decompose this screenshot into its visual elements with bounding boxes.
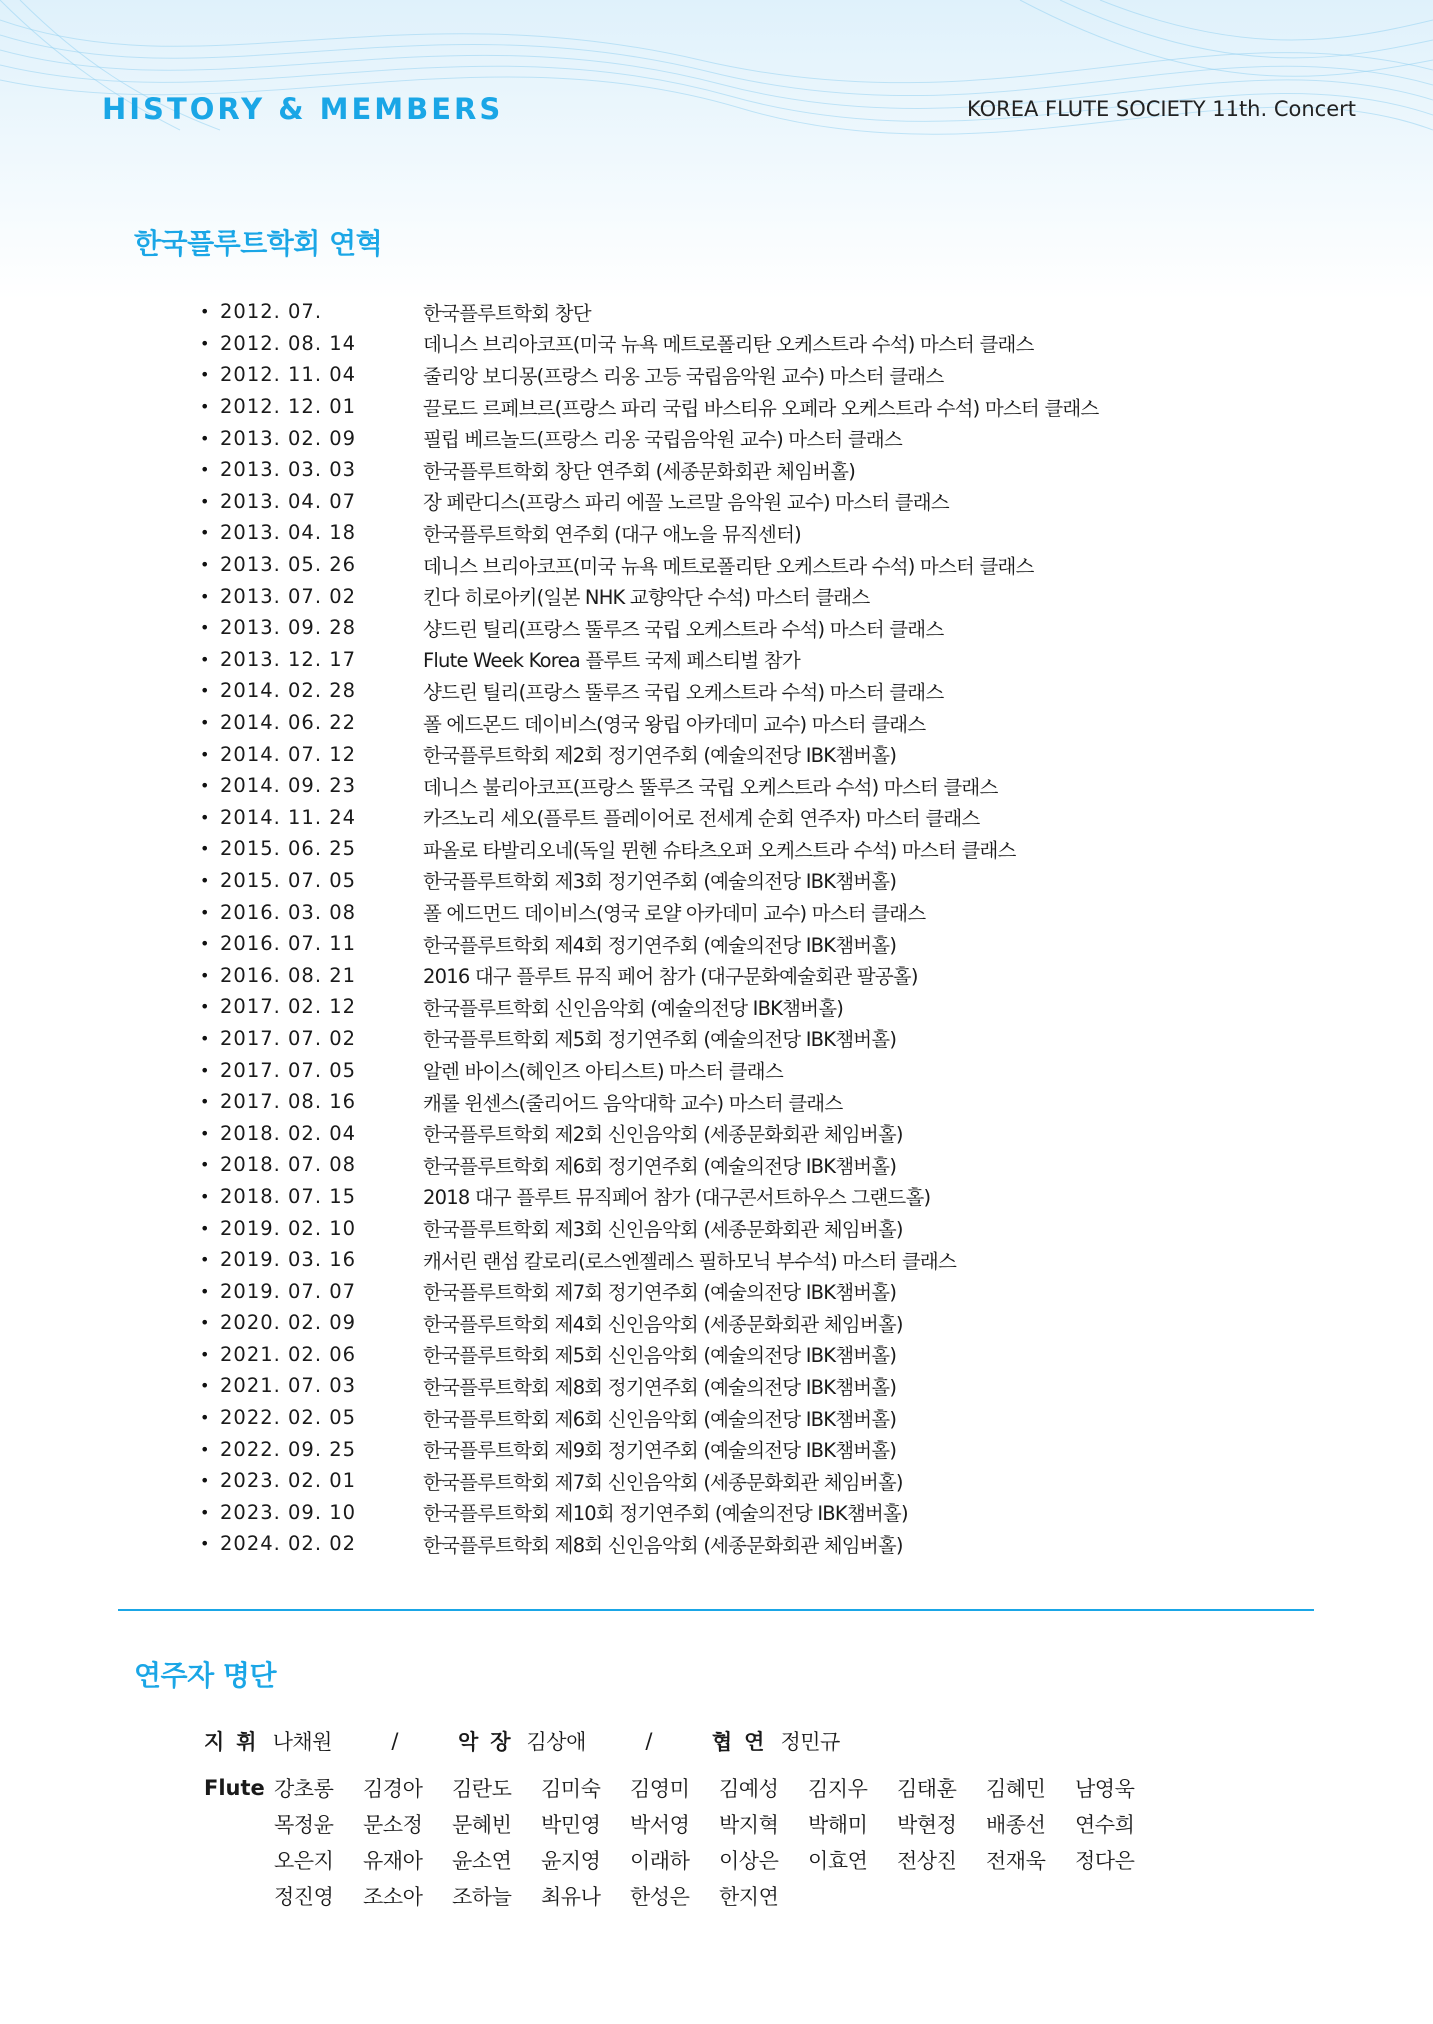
- bullet-icon: •: [200, 1060, 210, 1080]
- flute-member-name: 배종선: [986, 1813, 1046, 1837]
- history-date: 2014. 06. 22: [220, 711, 357, 735]
- bullet-icon: •: [200, 491, 210, 511]
- bullet-icon: •: [200, 744, 210, 764]
- history-event: 한국플루트학회 제10회 정기연주회 (예술의전당 IBK챔버홀): [423, 1502, 908, 1526]
- history-event: 캐롤 윈센스(줄리어드 음악대학 교수) 마스터 클래스: [423, 1091, 843, 1115]
- coperformer-name: 정민규: [780, 1730, 840, 1754]
- history-item: [200, 675, 1098, 707]
- history-event: 한국플루트학회 제9회 정기연주회 (예술의전당 IBK챔버홀): [423, 1439, 897, 1463]
- concert-header-label: KOREA FLUTE SOCIETY 11th. Concert: [966, 97, 1356, 121]
- bullet-icon: •: [200, 997, 210, 1017]
- history-item: [200, 1023, 1098, 1055]
- history-event: 캐서린 랜섬 칼로리(로스엔젤레스 필하모닉 부수석) 마스터 클래스: [423, 1249, 957, 1273]
- history-event: 끌로드 르페브르(프랑스 파리 국립 바스티유 오페라 오케스트라 수석) 마스터 클래스: [423, 396, 1099, 420]
- history-item: [200, 991, 1098, 1023]
- history-event: 장 페란디스(프랑스 파리 에꼴 노르말 음악원 교수) 마스터 클래스: [423, 491, 949, 515]
- flute-member-name: 정다은: [1075, 1849, 1135, 1873]
- history-item: [200, 1307, 1098, 1339]
- history-item: [200, 833, 1098, 865]
- bullet-icon: •: [200, 397, 210, 417]
- history-item: [200, 865, 1098, 897]
- bullet-icon: •: [200, 1123, 210, 1143]
- bullet-icon: •: [200, 807, 210, 827]
- coperformer-label: 협연: [711, 1730, 777, 1754]
- history-date: 2022. 02. 05: [220, 1406, 357, 1430]
- section-header-label: HISTORY & MEMBERS: [102, 92, 504, 126]
- history-event: 한국플루트학회 제5회 신인음악회 (예술의전당 IBK챔버홀): [423, 1344, 897, 1368]
- history-event: 한국플루트학회 제3회 신인음악회 (세종문화회관 체임버홀): [423, 1218, 903, 1242]
- flute-member-name: 최유나: [541, 1885, 601, 1909]
- history-item: [200, 1117, 1098, 1149]
- bullet-icon: •: [200, 965, 210, 985]
- history-date: 2018. 02. 04: [220, 1121, 357, 1145]
- history-date: 2019. 02. 10: [220, 1216, 357, 1240]
- history-item: [200, 707, 1098, 739]
- history-date: 2013. 07. 02: [220, 584, 357, 608]
- history-date: 2021. 07. 03: [220, 1374, 357, 1398]
- history-date: 2016. 03. 08: [220, 900, 357, 924]
- history-event: 데니스 불리아코프(프랑스 뚤루즈 국립 오케스트라 수석) 마스터 클래스: [423, 775, 998, 799]
- history-item: [200, 1497, 1098, 1529]
- flute-member-name: 정진영: [274, 1885, 334, 1909]
- history-date: 2017. 07. 05: [220, 1058, 357, 1082]
- flute-member-grid: [274, 1774, 1164, 1912]
- history-date: 2014. 09. 23: [220, 774, 357, 798]
- flute-member-name: 이래하: [630, 1849, 690, 1873]
- history-item: [200, 1054, 1098, 1086]
- flute-member-name: 강초롱: [274, 1777, 334, 1801]
- flute-member-name: 한지연: [719, 1885, 779, 1909]
- history-date: 2013. 03. 03: [220, 458, 357, 482]
- history-date: 2018. 07. 08: [220, 1153, 357, 1177]
- flute-member-name: 조하늘: [452, 1885, 512, 1909]
- history-date: 2013. 05. 26: [220, 553, 357, 577]
- history-item: [200, 486, 1098, 518]
- history-item: [200, 391, 1098, 423]
- flute-member-name: 김영미: [630, 1777, 690, 1801]
- flute-member-name: 박지혁: [719, 1813, 779, 1837]
- bullet-icon: •: [200, 1028, 210, 1048]
- history-date: 2023. 09. 10: [220, 1500, 357, 1524]
- flute-member-name: 박민영: [541, 1813, 601, 1837]
- flute-member-name: 연수희: [1075, 1813, 1135, 1837]
- history-item: [200, 454, 1098, 486]
- history-item: [200, 1086, 1098, 1118]
- bullet-icon: •: [200, 618, 210, 638]
- bullet-icon: •: [200, 1250, 210, 1270]
- history-event: Flute Week Korea 플루트 국제 페스티벌 참가: [423, 649, 800, 673]
- flute-section-label: Flute: [204, 1776, 265, 1800]
- history-item: [200, 296, 1098, 328]
- bullet-icon: •: [200, 1408, 210, 1428]
- flute-member-name: 이효연: [808, 1849, 868, 1873]
- bullet-icon: •: [200, 902, 210, 922]
- history-item: [200, 580, 1098, 612]
- history-item: [200, 612, 1098, 644]
- history-date: 2019. 07. 07: [220, 1279, 357, 1303]
- history-item: [200, 1339, 1098, 1371]
- history-item: [200, 1275, 1098, 1307]
- bullet-icon: •: [200, 1186, 210, 1206]
- history-date: 2015. 06. 25: [220, 837, 357, 861]
- role-separator: /: [645, 1729, 653, 1753]
- history-date: 2013. 02. 09: [220, 426, 357, 450]
- history-event: 한국플루트학회 창단 연주회 (세종문화회관 체임버홀): [423, 459, 856, 483]
- bullet-icon: •: [200, 428, 210, 448]
- history-item: [200, 1370, 1098, 1402]
- history-event: 한국플루트학회 제5회 정기연주회 (예술의전당 IBK챔버홀): [423, 1028, 897, 1052]
- bullet-icon: •: [200, 523, 210, 543]
- bullet-icon: •: [200, 365, 210, 385]
- flute-member-name: 김혜민: [986, 1777, 1046, 1801]
- flute-member-name: 한성은: [630, 1885, 690, 1909]
- history-event: 폴 에드먼드 데이비스(영국 로얄 아카데미 교수) 마스터 클래스: [423, 902, 926, 926]
- history-item: [200, 1402, 1098, 1434]
- flute-member-name: 문소정: [363, 1813, 423, 1837]
- flute-member-name: 박현정: [897, 1813, 957, 1837]
- history-date: 2014. 11. 24: [220, 805, 357, 829]
- flute-member-name: 문혜빈: [452, 1813, 512, 1837]
- history-date: 2021. 02. 06: [220, 1342, 357, 1366]
- history-section-title: 한국플루트학회 연혁: [134, 227, 383, 260]
- flute-member-name: 조소아: [363, 1885, 423, 1909]
- history-date: 2022. 09. 25: [220, 1437, 357, 1461]
- history-event: 한국플루트학회 제7회 정기연주회 (예술의전당 IBK챔버홀): [423, 1281, 897, 1305]
- history-date: 2023. 02. 01: [220, 1469, 357, 1493]
- history-date: 2013. 12. 17: [220, 647, 357, 671]
- bullet-icon: •: [200, 1439, 210, 1459]
- bullet-icon: •: [200, 839, 210, 859]
- history-date: 2012. 08. 14: [220, 331, 357, 355]
- bullet-icon: •: [200, 934, 210, 954]
- flute-member-name: 목정윤: [274, 1813, 334, 1837]
- history-event: 한국플루트학회 연주회 (대구 애노을 뮤직센터): [423, 522, 801, 546]
- history-event: 샹드린 틸리(프랑스 뚤루즈 국립 오케스트라 수석) 마스터 클래스: [423, 680, 944, 704]
- bullet-icon: •: [200, 1471, 210, 1491]
- history-item: [200, 517, 1098, 549]
- flute-member-name: 윤소연: [452, 1849, 512, 1873]
- bullet-icon: •: [200, 333, 210, 353]
- history-date: 2014. 02. 28: [220, 679, 357, 703]
- history-item: [200, 1149, 1098, 1181]
- bullet-icon: •: [200, 460, 210, 480]
- history-event: 데니스 브리아코프(미국 뉴욕 메트로폴리탄 오케스트라 수석) 마스터 클래스: [423, 554, 1034, 578]
- history-item: [200, 422, 1098, 454]
- section-divider: [118, 1609, 1314, 1611]
- history-item: [200, 802, 1098, 834]
- history-event: 한국플루트학회 제2회 신인음악회 (세종문화회관 체임버홀): [423, 1123, 903, 1147]
- history-item: [200, 1465, 1098, 1497]
- history-date: 2015. 07. 05: [220, 868, 357, 892]
- history-item: [200, 1528, 1098, 1560]
- history-event: 한국플루트학회 제6회 정기연주회 (예술의전당 IBK챔버홀): [423, 1154, 897, 1178]
- history-date: 2019. 03. 16: [220, 1248, 357, 1272]
- bullet-icon: •: [200, 1092, 210, 1112]
- history-event: 폴 에드몬드 데이비스(영국 왕립 아카데미 교수) 마스터 클래스: [423, 712, 926, 736]
- history-item: [200, 644, 1098, 676]
- history-item: [200, 770, 1098, 802]
- bullet-icon: •: [200, 302, 210, 322]
- history-event: 샹드린 틸리(프랑스 뚤루즈 국립 오케스트라 수석) 마스터 클래스: [423, 617, 944, 641]
- history-date: 2013. 04. 07: [220, 489, 357, 513]
- bullet-icon: •: [200, 1155, 210, 1175]
- history-event: 한국플루트학회 제3회 정기연주회 (예술의전당 IBK챔버홀): [423, 870, 897, 894]
- bullet-icon: •: [200, 713, 210, 733]
- history-date: 2012. 07.: [220, 300, 323, 324]
- history-event: 한국플루트학회 제4회 정기연주회 (예술의전당 IBK챔버홀): [423, 933, 897, 957]
- history-date: 2017. 07. 02: [220, 1026, 357, 1050]
- history-event: 데니스 브리아코프(미국 뉴욕 메트로폴리탄 오케스트라 수석) 마스터 클래스: [423, 333, 1034, 357]
- history-event: 알렌 바이스(헤인즈 아티스트) 마스터 클래스: [423, 1060, 783, 1084]
- flute-member-name: 김예성: [719, 1777, 779, 1801]
- flute-member-name: 이상은: [719, 1849, 779, 1873]
- history-event: 파올로 타발리오네(독일 뮌헨 슈타츠오퍼 오케스트라 수석) 마스터 클래스: [423, 838, 1016, 862]
- history-list: [200, 296, 1098, 1560]
- flute-member-name: 윤지영: [541, 1849, 601, 1873]
- flute-member-name: 김미숙: [541, 1777, 601, 1801]
- flute-member-name: 김란도: [452, 1777, 512, 1801]
- history-item: [200, 328, 1098, 360]
- leadership-roles: [204, 1726, 840, 1756]
- history-event: 한국플루트학회 창단: [423, 301, 591, 325]
- history-item: [200, 1181, 1098, 1213]
- history-event: 카즈노리 세오(플루트 플레이어로 전세계 순회 연주자) 마스터 클래스: [423, 807, 980, 831]
- bullet-icon: •: [200, 649, 210, 669]
- bullet-icon: •: [200, 1313, 210, 1333]
- conductor-label: 지휘: [204, 1730, 269, 1754]
- history-date: 2017. 08. 16: [220, 1090, 357, 1114]
- bullet-icon: •: [200, 555, 210, 575]
- history-event: 한국플루트학회 제8회 정기연주회 (예술의전당 IBK챔버홀): [423, 1375, 897, 1399]
- history-date: 2016. 07. 11: [220, 932, 357, 956]
- flute-member-name: 박서영: [630, 1813, 690, 1837]
- history-date: 2013. 09. 28: [220, 616, 357, 640]
- history-date: 2020. 02. 09: [220, 1311, 357, 1335]
- history-event: 한국플루트학회 제2회 정기연주회 (예술의전당 IBK챔버홀): [423, 744, 897, 768]
- flute-member-name: 김경아: [363, 1777, 423, 1801]
- role-separator: /: [391, 1729, 399, 1753]
- history-item: [200, 1433, 1098, 1465]
- history-item: [200, 1244, 1098, 1276]
- history-date: 2014. 07. 12: [220, 742, 357, 766]
- history-item: [200, 896, 1098, 928]
- history-event: 한국플루트학회 제6회 신인음악회 (예술의전당 IBK챔버홀): [423, 1407, 897, 1431]
- flute-member-name: 오은지: [274, 1849, 334, 1873]
- history-date: 2018. 07. 15: [220, 1184, 357, 1208]
- bullet-icon: •: [200, 681, 210, 701]
- flute-member-name: 전상진: [897, 1849, 957, 1873]
- history-item: [200, 359, 1098, 391]
- flute-member-name: 김태훈: [897, 1777, 957, 1801]
- bullet-icon: •: [200, 1502, 210, 1522]
- flute-member-name: 전재욱: [986, 1849, 1046, 1873]
- history-date: 2024. 02. 02: [220, 1532, 357, 1556]
- conductor-name: 나채원: [272, 1730, 332, 1754]
- history-event: 킨다 히로아키(일본 NHK 교향악단 수석) 마스터 클래스: [423, 586, 870, 610]
- history-event: 한국플루트학회 제4회 신인음악회 (세종문화회관 체임버홀): [423, 1312, 903, 1336]
- history-date: 2012. 12. 01: [220, 395, 357, 419]
- flute-member-name: 유재아: [363, 1849, 423, 1873]
- history-event: 2016 대구 플루트 뮤직 페어 참가 (대구문화예술회관 팔공홀): [423, 965, 918, 989]
- bullet-icon: •: [200, 586, 210, 606]
- flute-member-name: 박해미: [808, 1813, 868, 1837]
- history-event: 필립 베르놀드(프랑스 리옹 국립음악원 교수) 마스터 클래스: [423, 428, 902, 452]
- history-item: [200, 928, 1098, 960]
- history-date: 2016. 08. 21: [220, 963, 357, 987]
- history-date: 2013. 04. 18: [220, 521, 357, 545]
- history-item: [200, 959, 1098, 991]
- bullet-icon: •: [200, 1218, 210, 1238]
- history-item: [200, 738, 1098, 770]
- history-item: [200, 1212, 1098, 1244]
- history-item: [200, 549, 1098, 581]
- bullet-icon: •: [200, 870, 210, 890]
- history-event: 줄리앙 보디몽(프랑스 리옹 고등 국립음악원 교수) 마스터 클래스: [423, 364, 944, 388]
- bullet-icon: •: [200, 1376, 210, 1396]
- history-event: 한국플루트학회 신인음악회 (예술의전당 IBK챔버홀): [423, 996, 844, 1020]
- bullet-icon: •: [200, 1344, 210, 1364]
- members-section-title: 연주자 명단: [134, 1659, 276, 1692]
- history-date: 2012. 11. 04: [220, 363, 357, 387]
- flute-member-name: 남영욱: [1075, 1777, 1135, 1801]
- history-event: 2018 대구 플루트 뮤직페어 참가 (대구콘서트하우스 그랜드홀): [423, 1186, 931, 1210]
- bullet-icon: •: [200, 1534, 210, 1554]
- concertmaster-label: 악장: [457, 1730, 523, 1754]
- bullet-icon: •: [200, 776, 210, 796]
- flute-member-name: 김지우: [808, 1777, 868, 1801]
- bullet-icon: •: [200, 1281, 210, 1301]
- concertmaster-name: 김상애: [526, 1730, 586, 1754]
- history-event: 한국플루트학회 제7회 신인음악회 (세종문화회관 체임버홀): [423, 1470, 903, 1494]
- history-date: 2017. 02. 12: [220, 995, 357, 1019]
- history-event: 한국플루트학회 제8회 신인음악회 (세종문화회관 체임버홀): [423, 1533, 903, 1557]
